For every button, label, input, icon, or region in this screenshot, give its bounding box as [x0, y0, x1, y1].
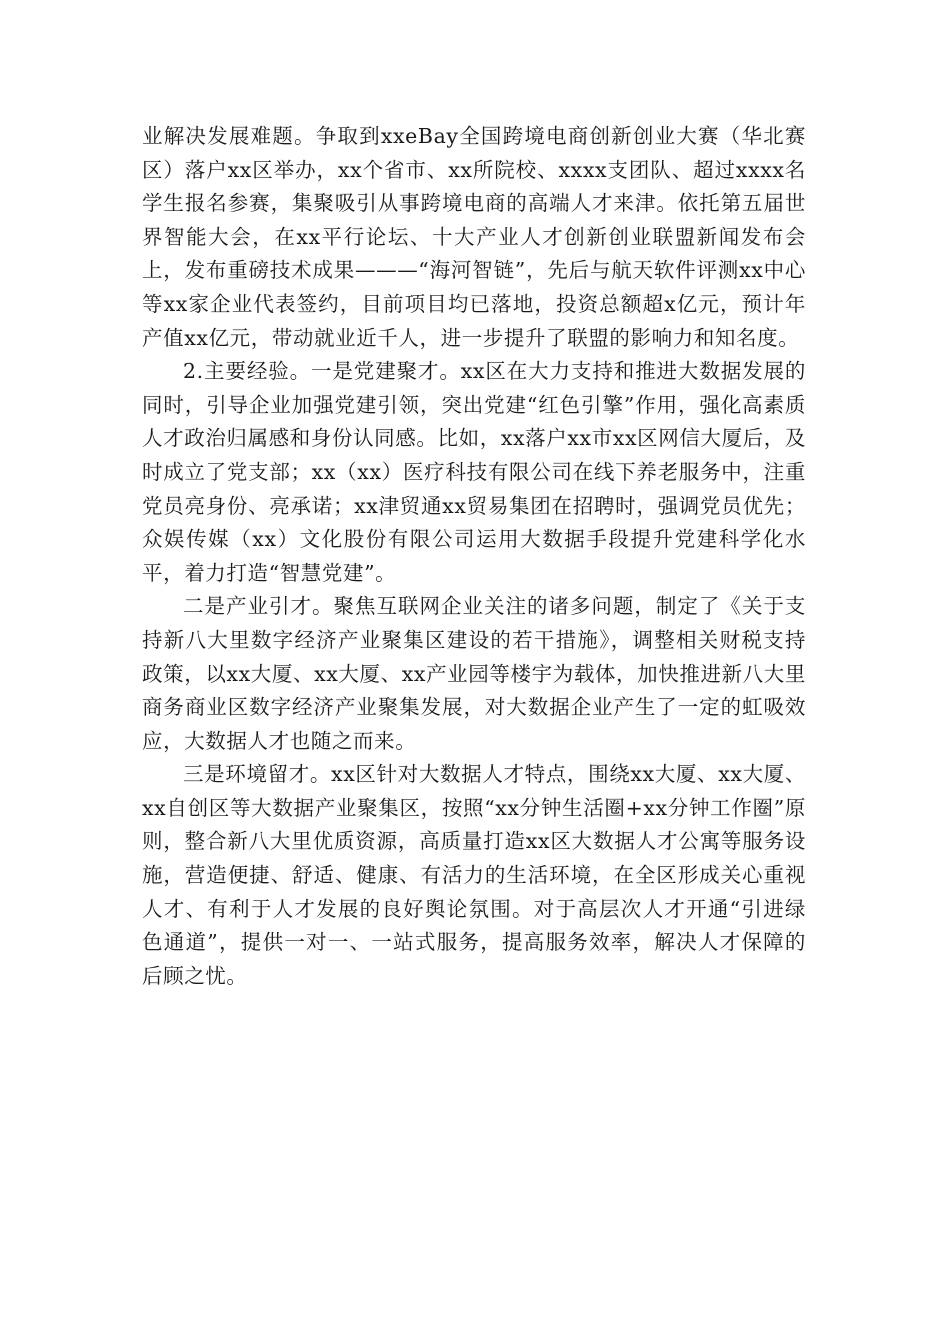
paragraph-environment-retains-talent: 三是环境留才。xx区针对大数据人才特点，围绕xx大厦、xx大厦、xx自创区等大数据产业聚集区，按照“xx分钟生活圈+xx分钟工作圈”原则，整合新八大里优质资源，高质量打造xx区大数据人才公寓等服务设施，营造便捷、舒适、健康、有活力的生活环境，在全区形成关心重视人才、有利于人才发展的良好舆论氛围。对于高层次人才开通“引进绿色通道”，提供一对一、一站式服务，提高服务效率，解决人才保障的后顾之忧。: [142, 762, 806, 988]
paragraph-industry-attracts-talent: 二是产业引才。聚焦互联网企业关注的诸多问题，制定了《关于支持新八大里数字经济产业聚集区建设的若干措施》，调整相关财税支持政策，以xx大厦、xx大厦、xx产业园等楼宇为载体，加快推进新八大里商务商业区数字经济产业聚集发展，对大数据企业产生了一定的虹吸效应，大数据人才也随之而来。: [142, 594, 806, 753]
paragraph-continuation: 业解决发展难题。争取到xxeBay全国跨境电商创新创业大赛（华北赛区）落户xx区举办，xx个省市、xx所院校、xxxx支团队、超过xxxx名学生报名参赛，集聚吸引从事跨境电商的高端人才来津。依托第五届世界智能大会，在xx平行论坛、十大产业人才创新创业联盟新闻发布会上，发布重磅技术成果———“海河智链”，先后与航天软件评测xx中心等xx家企业代表签约，目前项目均已落地，投资总额超x亿元，预计年产值xx亿元，带动就业近千人，进一步提升了联盟的影响力和知名度。: [142, 124, 806, 350]
paragraph-main-experience-party-building: 2.主要经验。一是党建聚才。xx区在大力支持和推进大数据发展的同时，引导企业加强党建引领，突出党建“红色引擎”作用，强化高素质人才政治归属感和身份认同感。比如，xx落户xx市xx区网信大厦后，及时成立了党支部；xx（xx）医疗科技有限公司在线下养老服务中，注重党员亮身份、亮承诺；xx津贸通xx贸易集团在招聘时，强调党员优先；众娱传媒（xx）文化股份有限公司运用大数据手段提升党建科学化水平，着力打造“智慧党建”。: [142, 359, 806, 585]
document-body: [142, 120, 806, 993]
